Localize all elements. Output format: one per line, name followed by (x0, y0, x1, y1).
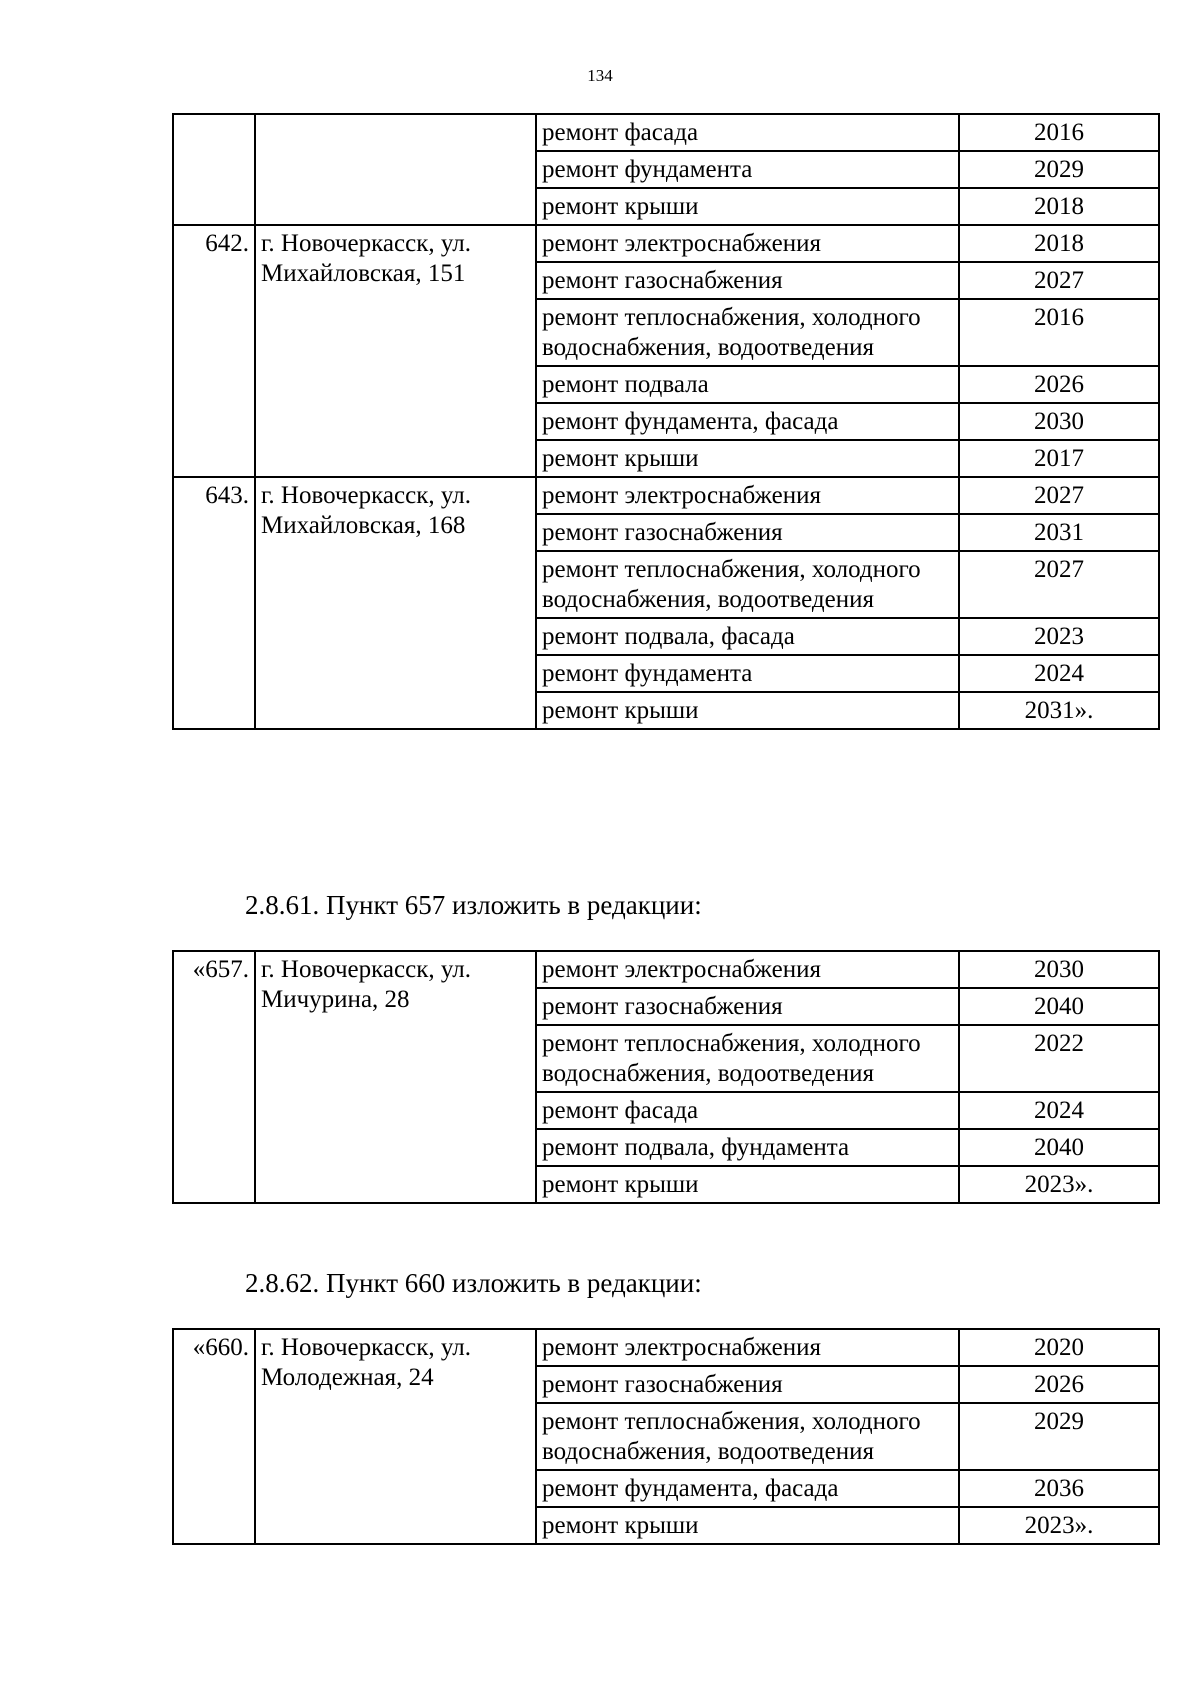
year-cell: 2036 (959, 1470, 1159, 1507)
year-cell: 2017 (959, 440, 1159, 477)
works-table-657 (172, 950, 1160, 1204)
table-row (173, 114, 1159, 151)
work-cell: ремонт теплоснабжения, холодного водоснабжения, водоотведения (536, 1025, 959, 1092)
year-cell: 2023». (959, 1166, 1159, 1203)
year-cell: 2018 (959, 225, 1159, 262)
work-cell: ремонт фундамента (536, 151, 959, 188)
work-cell: ремонт фасада (536, 114, 959, 151)
table-row (173, 1329, 1159, 1366)
work-cell: ремонт электроснабжения (536, 951, 959, 988)
address-cell: г. Новочеркасск, ул. Михайловская, 168 (255, 477, 536, 729)
year-cell: 2024 (959, 655, 1159, 692)
year-cell: 2031 (959, 514, 1159, 551)
work-cell: ремонт фасада (536, 1092, 959, 1129)
year-cell: 2024 (959, 1092, 1159, 1129)
address-cell: г. Новочеркасск, ул. Михайловская, 151 (255, 225, 536, 477)
year-cell: 2026 (959, 366, 1159, 403)
year-cell: 2040 (959, 1129, 1159, 1166)
year-cell: 2018 (959, 188, 1159, 225)
year-cell: 2031». (959, 692, 1159, 729)
work-cell: ремонт фундамента, фасада (536, 1470, 959, 1507)
year-cell: 2030 (959, 403, 1159, 440)
number-cell (173, 114, 255, 225)
address-cell (255, 114, 536, 225)
address-cell: г. Новочеркасск, ул. Молодежная, 24 (255, 1329, 536, 1544)
work-cell: ремонт фундамента, фасада (536, 403, 959, 440)
work-cell: ремонт газоснабжения (536, 988, 959, 1025)
work-cell: ремонт крыши (536, 1166, 959, 1203)
work-cell: ремонт электроснабжения (536, 1329, 959, 1366)
work-cell: ремонт теплоснабжения, холодного водоснабжения, водоотведения (536, 1403, 959, 1470)
year-cell: 2030 (959, 951, 1159, 988)
number-cell: 643. (173, 477, 255, 729)
table-row (173, 225, 1159, 262)
work-cell: ремонт газоснабжения (536, 514, 959, 551)
work-cell: ремонт крыши (536, 692, 959, 729)
paragraph-2-8-61: 2.8.61. Пункт 657 изложить в редакции: (245, 890, 702, 920)
year-cell: 2020 (959, 1329, 1159, 1366)
year-cell: 2040 (959, 988, 1159, 1025)
work-cell: ремонт крыши (536, 188, 959, 225)
year-cell: 2016 (959, 299, 1159, 366)
year-cell: 2029 (959, 151, 1159, 188)
table-row (173, 477, 1159, 514)
number-cell: 642. (173, 225, 255, 477)
work-cell: ремонт подвала, фасада (536, 618, 959, 655)
works-table-1 (172, 113, 1160, 730)
work-cell: ремонт подвала (536, 366, 959, 403)
year-cell: 2027 (959, 551, 1159, 618)
work-cell: ремонт крыши (536, 440, 959, 477)
work-cell: ремонт крыши (536, 1507, 959, 1544)
year-cell: 2027 (959, 477, 1159, 514)
work-cell: ремонт фундамента (536, 655, 959, 692)
year-cell: 2026 (959, 1366, 1159, 1403)
page-number: 134 (587, 66, 613, 85)
year-cell: 2016 (959, 114, 1159, 151)
number-cell: «660. (173, 1329, 255, 1544)
year-cell: 2023 (959, 618, 1159, 655)
work-cell: ремонт подвала, фундамента (536, 1129, 959, 1166)
work-cell: ремонт газоснабжения (536, 262, 959, 299)
year-cell: 2029 (959, 1403, 1159, 1470)
work-cell: ремонт теплоснабжения, холодного водоснабжения, водоотведения (536, 299, 959, 366)
works-table-660 (172, 1328, 1160, 1545)
year-cell: 2022 (959, 1025, 1159, 1092)
year-cell: 2023». (959, 1507, 1159, 1544)
work-cell: ремонт теплоснабжения, холодного водоснабжения, водоотведения (536, 551, 959, 618)
work-cell: ремонт электроснабжения (536, 225, 959, 262)
number-cell: «657. (173, 951, 255, 1203)
work-cell: ремонт электроснабжения (536, 477, 959, 514)
paragraph-2-8-62: 2.8.62. Пункт 660 изложить в редакции: (245, 1268, 702, 1298)
work-cell: ремонт газоснабжения (536, 1366, 959, 1403)
table-row (173, 951, 1159, 988)
year-cell: 2027 (959, 262, 1159, 299)
address-cell: г. Новочеркасск, ул. Мичурина, 28 (255, 951, 536, 1203)
